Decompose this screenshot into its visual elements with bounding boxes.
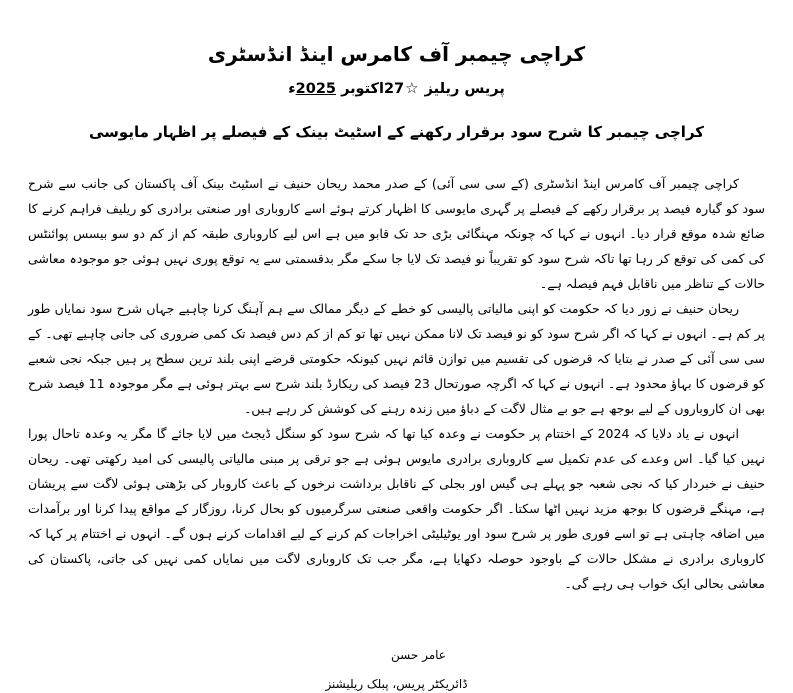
- release-year: 2025: [295, 81, 336, 97]
- headline: کراچی چیمبر کا شرح سود برقرار رکھنے کے اسٹیٹ بینک کے فیصلے پر اظہار مایوسی: [89, 123, 704, 141]
- signatory-title: ڈائریکٹر پریس، پبلک ریلیشنز: [325, 677, 468, 691]
- body-paragraph-3: انہوں نے یاد دلایا کہ 2024 کے اختتام پر حکومت نے وعدہ کیا تھا کہ شرح سود کو سنگل ڈیجٹ میں لایا جائے گا مگر یہ وعدہ تاحال پورا نہیں کیا گیا۔ اس وعدے کی عدم تکمیل سے کاروباری برادری مایوس ہوئی ہے جو ترقی پر مبنی مالیاتی پالیسی کی امید رکھتی تھی۔ ریحان حنیف نے خبردار کیا کہ نجی شعبہ جو پہلے ہی گیس اور بجلی کے ناقابل برداشت نرخوں کے باعث کاروبار کی بڑھتی ہوئی لاگت سے پریشان ہے، مہنگے قرضوں کا بوجھ مزید نہیں اٹھا سکتا۔ اگر حکومت واقعی صنعتی سرگرمیوں کو بحال کرنا، روزگار کے مواقع پیدا کرنا اور برآمدات میں اضافہ چاہتی ہے تو اسے فوری طور پر شرح سود اور یوٹیلیٹی اخراجات کم کرنے کے لیے اقدامات کرنے ہوں گے۔ انہوں نے اختتام پر کہا کہ کاروباری برادری نے مشکل حالات کے باوجود حوصلہ دکھایا ہے، مگر جب تک کاروباری لاگت میں نمایاں کمی نہیں کی جاتی، پاکستان کی معاشی بحالی ایک خواب ہی رہے گی۔: [28, 426, 765, 591]
- era-suffix: ء: [288, 81, 296, 97]
- release-date: 27اکتوبر: [341, 81, 405, 97]
- release-dateline: [0, 79, 793, 97]
- signature-block: [0, 646, 793, 693]
- star-icon: ☆: [405, 79, 419, 97]
- body-paragraph-1: کراچی چیمبر آف کامرس اینڈ انڈسٹری (کے سی سی آئی) کے صدر محمد ریحان حنیف نے اسٹیٹ بینک آف پاکستان کی جانب سے شرح سود کو گیارہ فیصد پر برقرار رکھے کے فیصلے پر گہری مایوسی کا اظہار کرتے ہوئے اسے کاروباری اور صنعتی برادری کو ریلیف فراہم کرنے کا ضائع شدہ موقع قرار دیا۔ انہوں نے کہا کہ چونکہ مہنگائی بڑی حد تک قابو میں ہے اس لیے کاروباری طبقہ کم از کم دو سو بیسس پوائنٹس کی کمی کی توقع کر رہا تھا تاکہ شرح سود کو تقریباً نو فیصد تک لایا جا سکے مگر بدقسمتی سے یہ توقع پوری نہیں ہوئی جو موجودہ معاشی حالات کے تناظر میں ناقابل فہم فیصلہ ہے۔: [28, 176, 765, 291]
- body-paragraph-2: ریحان حنیف نے زور دیا کہ حکومت کو اپنی مالیاتی پالیسی کو خطے کے دیگر ممالک سے ہم آہنگ کرنا چاہیے جہاں شرح سود نمایاں طور پر کم ہے۔ انہوں نے کہا کہ اگر شرح سود کو نو فیصد تک لانا ممکن نہیں تھا تو کم از کم دس فیصد تک کمی ضروری کی جانی چاہیے تھی۔ کے سی سی آئی کے صدر نے بتایا کہ قرضوں کی تقسیم میں توازن قائم نہیں کیونکہ حکومتی قرضے اپنی بلند ترین سطح پر ہیں جبکہ نجی شعبے کو قرضوں کا بہاؤ محدود ہے۔ انہوں نے کہا کہ اگرچہ صورتحال 23 فیصد کی ریکارڈ بلند شرح سے بہتر ہوئی ہے مگر موجودہ 11 فیصد شرح بھی ان کاروباروں کے لیے بوجھ ہے جو بے مثال لاگت کے دباؤ میں زندہ رہنے کی کوشش کر رہے ہیں۔: [28, 301, 765, 416]
- signatory-name: عامر حسن: [391, 648, 446, 662]
- release-label: پریس ریلیز: [424, 81, 505, 97]
- org-title: کراچی چیمبر آف کامرس اینڈ انڈسٹری: [207, 42, 586, 66]
- body-text: [0, 171, 793, 596]
